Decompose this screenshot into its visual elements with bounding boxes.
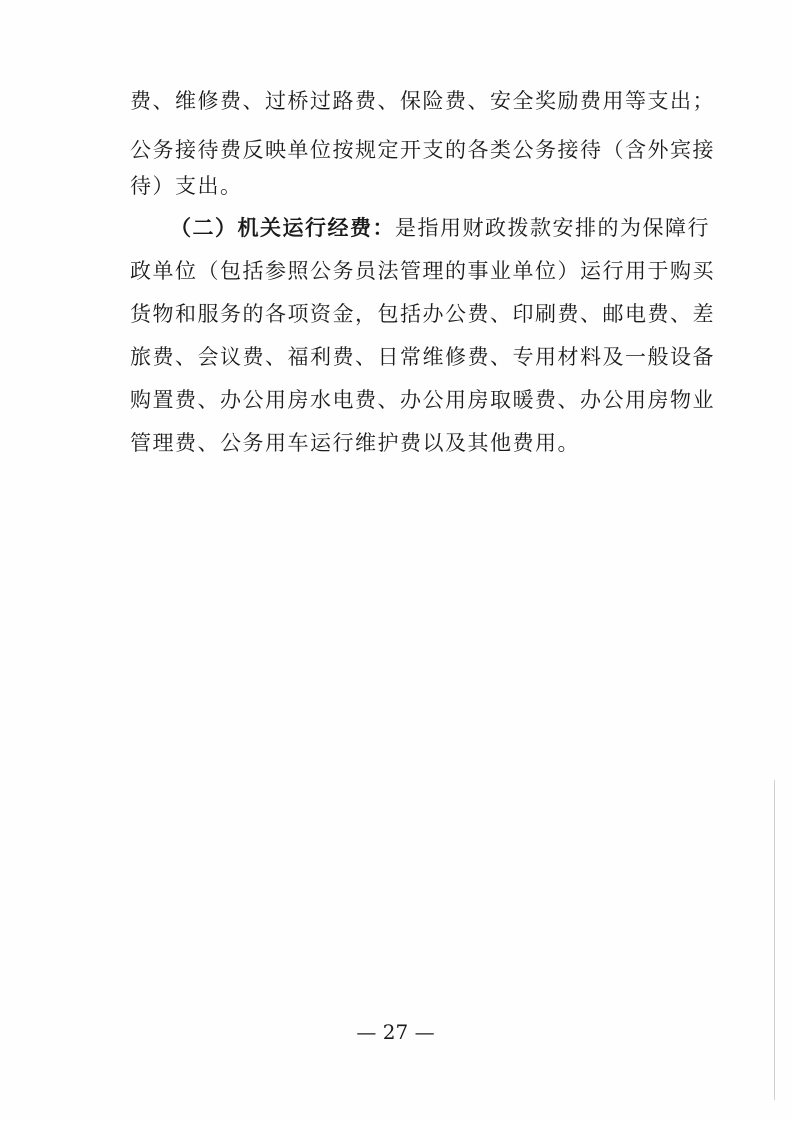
paragraph-2-line-1-text: 是指用财政拨款安排的为保障行 [395, 216, 710, 240]
paragraph-1-line-2: 公务接待费反映单位按规定开支的各类公务接待（含外宾接 [130, 138, 715, 162]
scan-edge-line [774, 780, 775, 1100]
paragraph-1-line-1: 费、维修费、过桥过路费、保险费、安全奖励费用等支出； [130, 89, 715, 113]
paragraph-2-line-3: 货物和服务的各项资金，包括办公费、印刷费、邮电费、差 [130, 302, 715, 326]
paragraph-2-line-4: 旅费、会议费、福利费、日常维修费、专用材料及一般设备 [130, 345, 715, 369]
paragraph-2-line-5: 购置费、办公用房水电费、办公用房取暖费、办公用房物业 [130, 388, 715, 412]
paragraph-1-line-3: 待）支出。 [130, 174, 243, 198]
paragraph-2-line-1 [170, 214, 730, 242]
paragraph-2-line-2: 政单位（包括参照公务员法管理的事业单位）运行用于购买 [130, 259, 715, 283]
paragraph-2-line-6: 管理费、公务用车运行维护费以及其他费用。 [130, 431, 580, 455]
page-number: — 27 — [356, 1020, 435, 1044]
section-heading: （二）机关运行经费： [170, 216, 395, 240]
